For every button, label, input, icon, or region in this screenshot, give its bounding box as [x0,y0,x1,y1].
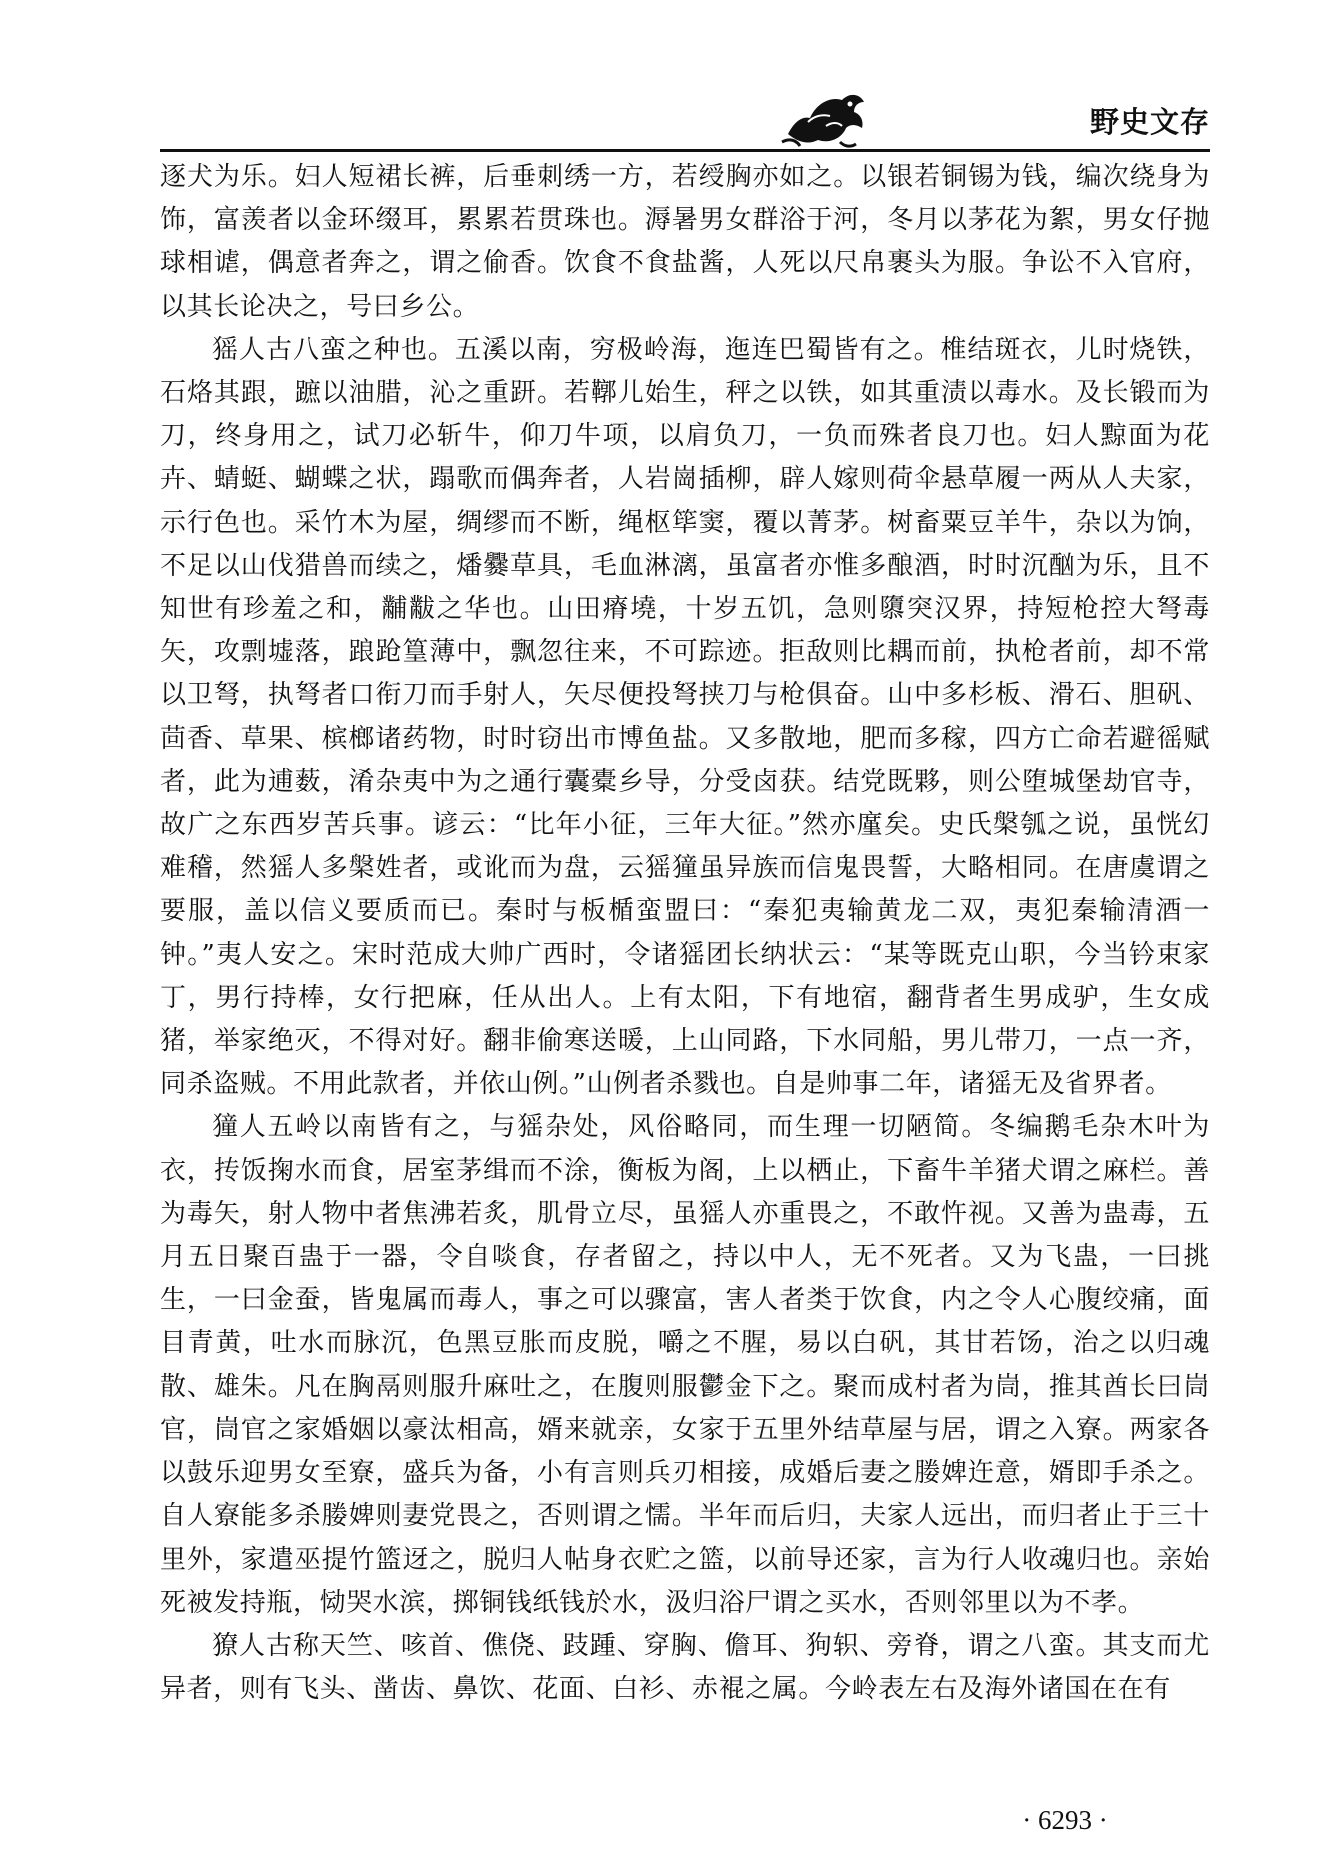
paragraph-3: 獞人五岭以南皆有之，与猺杂处，风俗略同，而生理一切陋简。冬编鹅毛杂木叶为衣，抟饭掬水而食，居室茅缉而不涂，衡板为阁，上以栖止，下畜牛羊猪犬谓之麻栏。善为毒矢，射人物中者焦沸若炙，肌骨立尽，虽猺人亦重畏之，不敢忤视。又善为蛊毒，五月五日聚百蛊于一器，令自啖食，存者留之，持以中人，无不死者。又为飞蛊，一曰挑生，一曰金蚕，皆鬼属而毒人，事之可以骤富，害人者类于饮食，内之令人心腹绞痛，面目青黄，吐水而脉沉，色黑豆胀而皮脱，嚼之不腥，易以白矾，其甘若饧，治之以归魂散、雄朱。凡在胸鬲则服升麻吐之，在腹则服鬱金下之。聚而成村者为峝，推其酋长曰峝官，峝官之家婚姻以豪汰相高，婿来就亲，女家于五里外结草屋与居，谓之入寮。两家各以鼓乐迎男女至寮，盛兵为备，小有言则兵刃相接，成婚后妻之媵婢迕意，婿即手杀之。自人寮能多杀媵婢则妻党畏之，否则谓之懦。半年而后归，夫家人远出，而归者止于三十里外，家遣巫提竹篮迓之，脱归人帖身衣贮之篮，以前导还家，言为行人收魂归也。亲始死被发持瓶，恸哭水滨，掷铜钱纸钱於水，汲归浴尸谓之买水，否则邻里以为不孝。 [160,1112,1210,1618]
section-title: 野史文存 [1089,105,1210,139]
body-text [160,156,1210,1756]
page-number: · 6293 · [1022,1805,1108,1835]
page-header [0,0,1322,160]
paragraph-2: 猺人古八蛮之种也。五溪以南，穷极岭海，迤连巴蜀皆有之。椎结斑衣，儿时烧铁，石烙其跟，蹠以油腊，沁之重趼。若鞹儿始生，秤之以铁，如其重渍以毒水。及长锻而为刀，终身用之，试刀必斩牛，仰刀牛项，以肩负刀，一负而殊者良刀也。妇人黥面为花卉、蜻蜓、蝴蝶之状，蹋歌而偶奔者，人岩崗插柳，辟人嫁则荷伞悬草履一两从人夫家，示行色也。采竹木为屋，绸缪而不断，绳枢筚窦，覆以菁茅。树畜粟豆羊牛，杂以为饷，不足以山伐猎兽而续之，燔爨草具，毛血淋漓，虽富者亦惟多酿酒，时时沉酗为乐，且不知世有珍羞之和，黼黻之华也。山田瘠墝，十岁五饥，急则隳突汉界，持短枪控大弩毒矢，攻剽墟落，踉跄篁薄中，飘忽往来，不可踪迹。拒敌则比耦而前，执枪者前，却不常以卫弩，执弩者口衔刀而手射人，矢尽便投弩挟刀与枪俱奋。山中多杉板、滑石、胆矾、茴香、草果、槟榔诸药物，时时窃出市博鱼盐。又多散地，肥而多稼，四方亡命若避徭赋者，此为逋薮，淆杂夷中为之通行囊橐乡导，分受卤获。结党既夥，则公堕城堡劫官寺，故广之东西岁苦兵事。谚云：“比年小征，三年大征。”然亦廑矣。史氏槃瓠之说，虽恍幻难稽，然猺人多槃姓者，或讹而为盘，云猺獞虽异族而信鬼畏誓，大略相同。在唐虞谓之要服，盖以信义要质而已。秦时与板楯蛮盟曰：“秦犯夷输黄龙二双，夷犯秦输清酒一钟。”夷人安之。宋时范成大帅广西时，令诸猺团长纳状云：“某等既克山职，今当钤束家丁，男行持棒，女行把麻，任从出人。上有太阳，下有地宿，翻背者生男成驴，生女成猪，举家绝灭，不得对好。翻非偷寒送暖，上山同路，下水同船，男儿带刀，一点一齐，同杀盗贼。不用此款者，并依山例。”山例者杀戮也。自是帅事二年，诸猺无及省界者。 [160,334,1210,1100]
paragraph-4: 獠人古称天竺、咳首、僬侥、跂踵、穿胸、儋耳、狗轵、旁脊，谓之八蛮。其支而尤异者，则有飞头、凿齿、鼻饮、花面、白衫、赤裩之属。今岭表左右及海外诸国在在有 [160,1630,1210,1705]
header-rule [160,149,1210,152]
paragraph-1: 逐犬为乐。妇人短裙长裤，后垂刺绣一方，若绶胸亦如之。以银若铜锡为钱，编次绕身为饰，富羡者以金环缀耳，累累若贯珠也。溽暑男女群浴于河，冬月以茅花为絮，男女仔抛球相谑，偶意者奔之，谓之偷香。饮食不食盐酱，人死以尺帛裹头为服。争讼不入官府，以其长论决之，号曰乡公。 [160,162,1210,322]
dragon-emblem-icon [780,82,870,152]
